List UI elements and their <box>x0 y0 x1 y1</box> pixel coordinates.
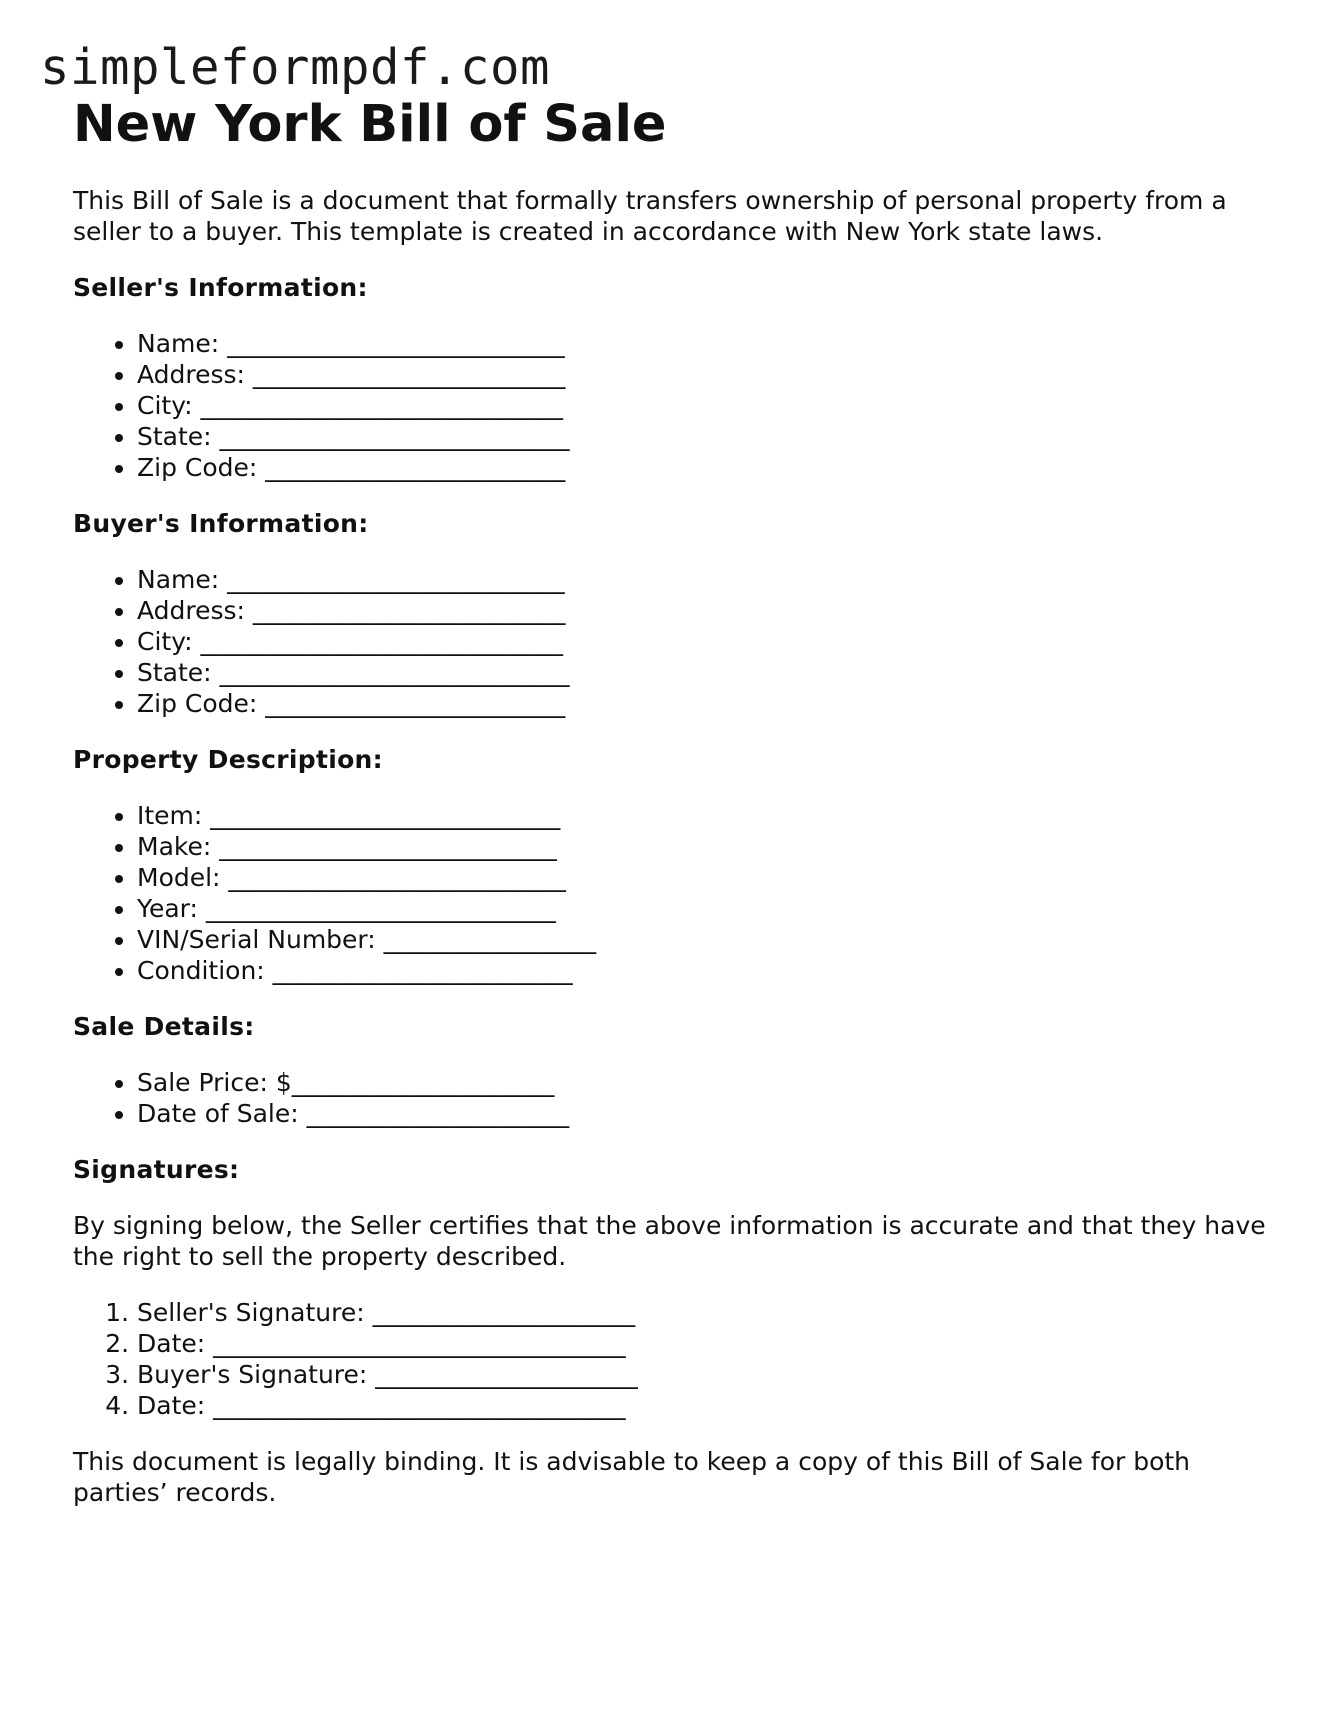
signature-lines-list <box>73 1297 1273 1421</box>
buyer-signature-line: 3. Buyer's Signature: _____________________ <box>137 1359 1273 1390</box>
buyer-address-field: • Address: _________________________ <box>137 595 1273 626</box>
buyer-city-field: • City: _____________________________ <box>137 626 1273 657</box>
seller-name-field: • Name: ___________________________ <box>137 328 1273 359</box>
property-section-heading: Property Description: <box>73 745 383 774</box>
sale-price-field: • Sale Price: $_____________________ <box>137 1067 1273 1098</box>
seller-zip-field: • Zip Code: ________________________ <box>137 452 1273 483</box>
property-year-field: • Year: ____________________________ <box>137 893 1273 924</box>
site-watermark: simpleformpdf.com <box>40 39 551 96</box>
buyer-date-line: 4. Date: _________________________________ <box>137 1390 1273 1421</box>
bill-of-sale-document <box>73 92 1273 1508</box>
seller-section-heading: Seller's Information: <box>73 273 368 302</box>
seller-signature-line: 1. Seller's Signature: _____________________ <box>137 1297 1273 1328</box>
signatures-statement: By signing below, the Seller certifies that the above information is accurate and that they have the right to sell the property described. <box>73 1211 1266 1271</box>
buyer-section-heading: Buyer's Information: <box>73 509 369 538</box>
property-condition-field: • Condition: ________________________ <box>137 955 1273 986</box>
property-fields-list <box>73 800 1273 986</box>
seller-address-field: • Address: _________________________ <box>137 359 1273 390</box>
property-item-field: • Item: ____________________________ <box>137 800 1273 831</box>
buyer-zip-field: • Zip Code: ________________________ <box>137 688 1273 719</box>
property-model-field: • Model: ___________________________ <box>137 862 1273 893</box>
buyer-name-field: • Name: ___________________________ <box>137 564 1273 595</box>
document-title: New York Bill of Sale <box>73 95 667 154</box>
property-make-field: • Make: ___________________________ <box>137 831 1273 862</box>
sale-date-field: • Date of Sale: _____________________ <box>137 1098 1273 1129</box>
seller-state-field: • State: ____________________________ <box>137 421 1273 452</box>
sale-fields-list <box>73 1067 1273 1129</box>
sale-section-heading: Sale Details: <box>73 1012 255 1041</box>
seller-fields-list <box>73 328 1273 483</box>
buyer-state-field: • State: ____________________________ <box>137 657 1273 688</box>
signatures-section-heading: Signatures: <box>73 1155 240 1184</box>
seller-city-field: • City: _____________________________ <box>137 390 1273 421</box>
property-vin-field: • VIN/Serial Number: _________________ <box>137 924 1273 955</box>
seller-date-line: 2. Date: _________________________________ <box>137 1328 1273 1359</box>
buyer-fields-list <box>73 564 1273 719</box>
intro-paragraph: This Bill of Sale is a document that formally transfers ownership of personal property from a seller to a buyer. This template is created in accordance with New York state laws. <box>73 186 1227 246</box>
closing-paragraph: This document is legally binding. It is advisable to keep a copy of this Bill of Sale for both parties’ records. <box>73 1447 1191 1507</box>
